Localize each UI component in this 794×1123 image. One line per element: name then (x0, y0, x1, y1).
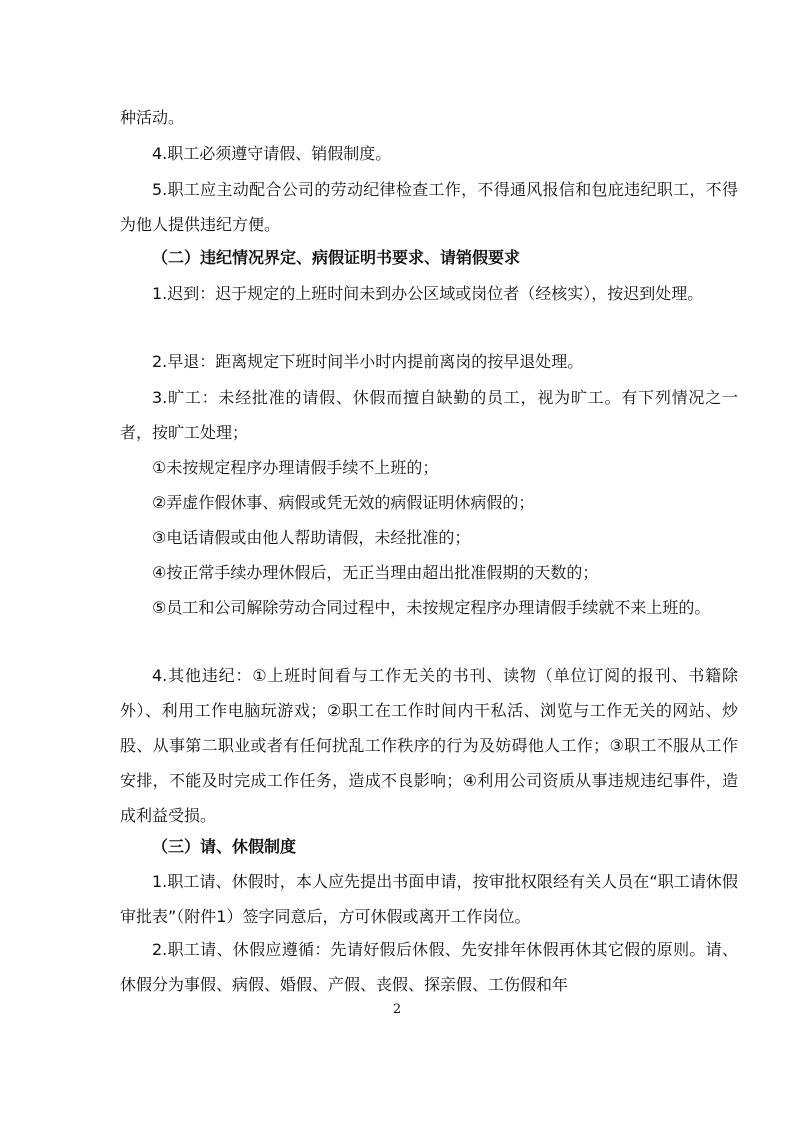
paragraph-leave-principles: 2.职工请、休假应遵循：先请好假后休假、先安排年休假再休其它假的原则。请、休假分为事假、病假、婚假、产假、丧假、探亲假、工伤假和年 (120, 940, 738, 994)
list-item-absence-1: ①未按规定程序办理请假手续不上班的； (152, 458, 439, 477)
list-item-absence-2: ②弄虚作假休事、病假或凭无效的病假证明休病假的； (152, 493, 535, 512)
section-heading-2: （二）违纪情况界定、病假证明书要求、请销假要求 (152, 248, 521, 267)
list-item-absence-5: ⑤员工和公司解除劳动合同过程中，未按规定程序办理请假手续就不来上班的。 (152, 598, 711, 617)
paragraph-item-5: 5.职工应主动配合公司的劳动纪律检查工作，不得通风报信和包庇违纪职工，不得为他人提供违纪方便。 (120, 180, 738, 234)
paragraph-item-4: 4.职工必须遵守请假、销假制度。 (152, 144, 392, 163)
page-number: 2 (392, 1002, 402, 1017)
paragraph-leave-application: 1.职工请、休假时，本人应先提出书面申请，按审批权限经有关人员在“职工请休假审批表”（附件1）签字同意后，方可休假或离开工作岗位。 (120, 872, 738, 926)
section-heading-3: （三）请、休假制度 (152, 837, 297, 856)
list-item-absence-3: ③电话请假或由他人帮助请假，未经批准的； (152, 528, 471, 547)
paragraph-late: 1.迟到：迟于规定的上班时间未到办公区域或岗位者（经核实），按迟到处理。 (152, 284, 704, 303)
paragraph-absence: 3.旷工：未经批准的请假、休假而擅自缺勤的员工，视为旷工。有下列情况之一者，按旷工处理； (120, 388, 738, 442)
paragraph-other-violations: 4.其他违纪：①上班时间看与工作无关的书刊、读物（单位订阅的报刊、书籍除外）、利用工作电脑玩游戏；②职工在工作时间内干私活、浏览与工作无关的网站、炒股、从事第二职业或者有任何扰乱工作秩序的行为及妨碍他人工作；③职工不服从工作安排，不能及时完成工作任务，造成不良影响；④利用公司资质从事违规违纪事件，造成利益受损。 (120, 666, 738, 825)
paragraph-early-leave: 2.早退：距离规定下班时间半小时内提前离岗的按早退处理。 (152, 352, 584, 371)
paragraph-continuation: 种活动。 (120, 108, 185, 127)
list-item-absence-4: ④按正常手续办理休假后，无正当理由超出批准假期的天数的； (152, 563, 599, 582)
